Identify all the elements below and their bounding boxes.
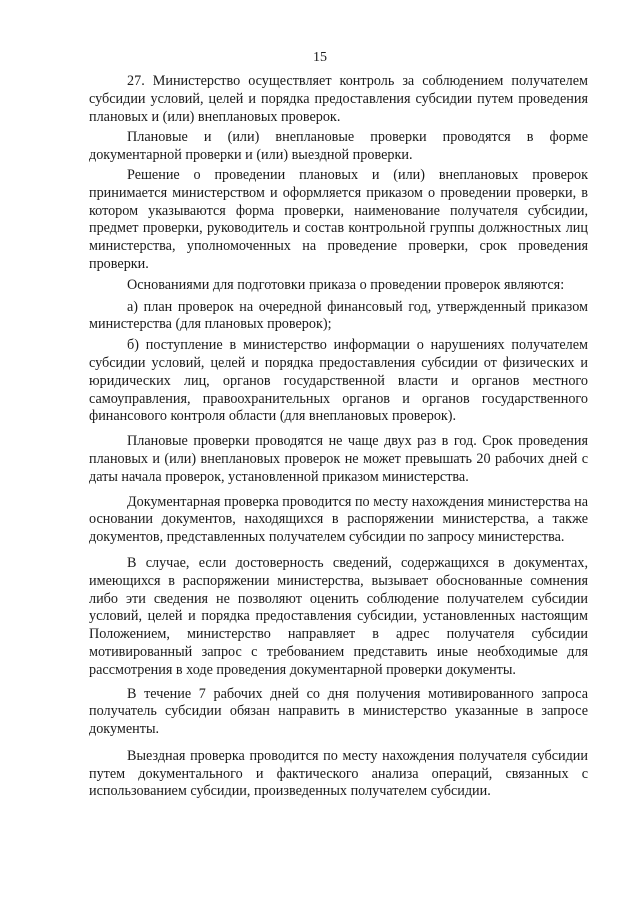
paragraph-deadline: В течение 7 рабочих дней со дня получения мотивированного запроса получатель субсидии обязан направить в министерство указанные в запросе документы. (89, 685, 588, 738)
paragraph-request: В случае, если достоверность сведений, содержащихся в документах, имеющихся в распоряжении министерства, вызывает обоснованные сомнения либо эти сведения не позволяют оценить соблюдение получателем субсидии условий, целей и порядка предоставления субсидии, установленных настоящим Положением, министерство направляет в адрес получателя субсидии мотивированный запрос с требованием представить иные необходимые для рассмотрения в ходе проведения документарной проверки документы. (89, 554, 588, 678)
paragraph-frequency: Плановые проверки проводятся не чаще двух раз в год. Срок проведения плановых и (или) внеплановых проверок не может превышать 20 рабочих дней с даты начала проверок, установленной приказом министерства. (89, 433, 588, 485)
paragraph-decision: Решение о проведении плановых и (или) внеплановых проверок принимается министерством и оформляется приказом о проведении проверки, в котором указываются форма проверки, наименование получателя субсидии, предмет проверки, руководитель и состав контрольной группы должностных лиц министерства, уполномоченных на проведение проверки, срок проведения проверки. (89, 166, 588, 272)
paragraph-documentary-check: Документарная проверка проводится по месту нахождения министерства на основании документов, находящихся в распоряжении министерства, а также документов, представленных получателем субсидии по запросу министерства. (89, 493, 588, 546)
paragraph-grounds: Основаниями для подготовки приказа о проведении проверок являются: (127, 276, 565, 293)
page-number: 15 (313, 50, 327, 65)
paragraph-control: 27. Министерство осуществляет контроль за соблюдением получателем субсидии условий, целей и порядка предоставления субсидии путем проведения плановых и (или) внеплановых проверок. (89, 73, 588, 125)
paragraph-field-check: Выездная проверка проводится по месту нахождения получателя субсидии путем документального и фактического анализа операций, связанных с использованием субсидии, произведенных получателем субсидии. (89, 747, 588, 800)
paragraph-ground-b: б) поступление в министерство информации о нарушениях получателем субсидии условий, целей и порядка предоставления субсидии от физических и юридических лиц, органов государственной власти и органов местного самоуправления, правоохранительных органов и органов государственного финансового контроля области (для внеплановых проверок). (89, 337, 588, 425)
paragraph-ground-a: а) план проверок на очередной финансовый год, утвержденный приказом министерства (для плановых проверок); (89, 298, 588, 333)
paragraph-check-forms: Плановые и (или) внеплановые проверки проводятся в форме документарной проверки и (или) выездной проверки. (89, 129, 588, 164)
document-body (89, 73, 588, 801)
